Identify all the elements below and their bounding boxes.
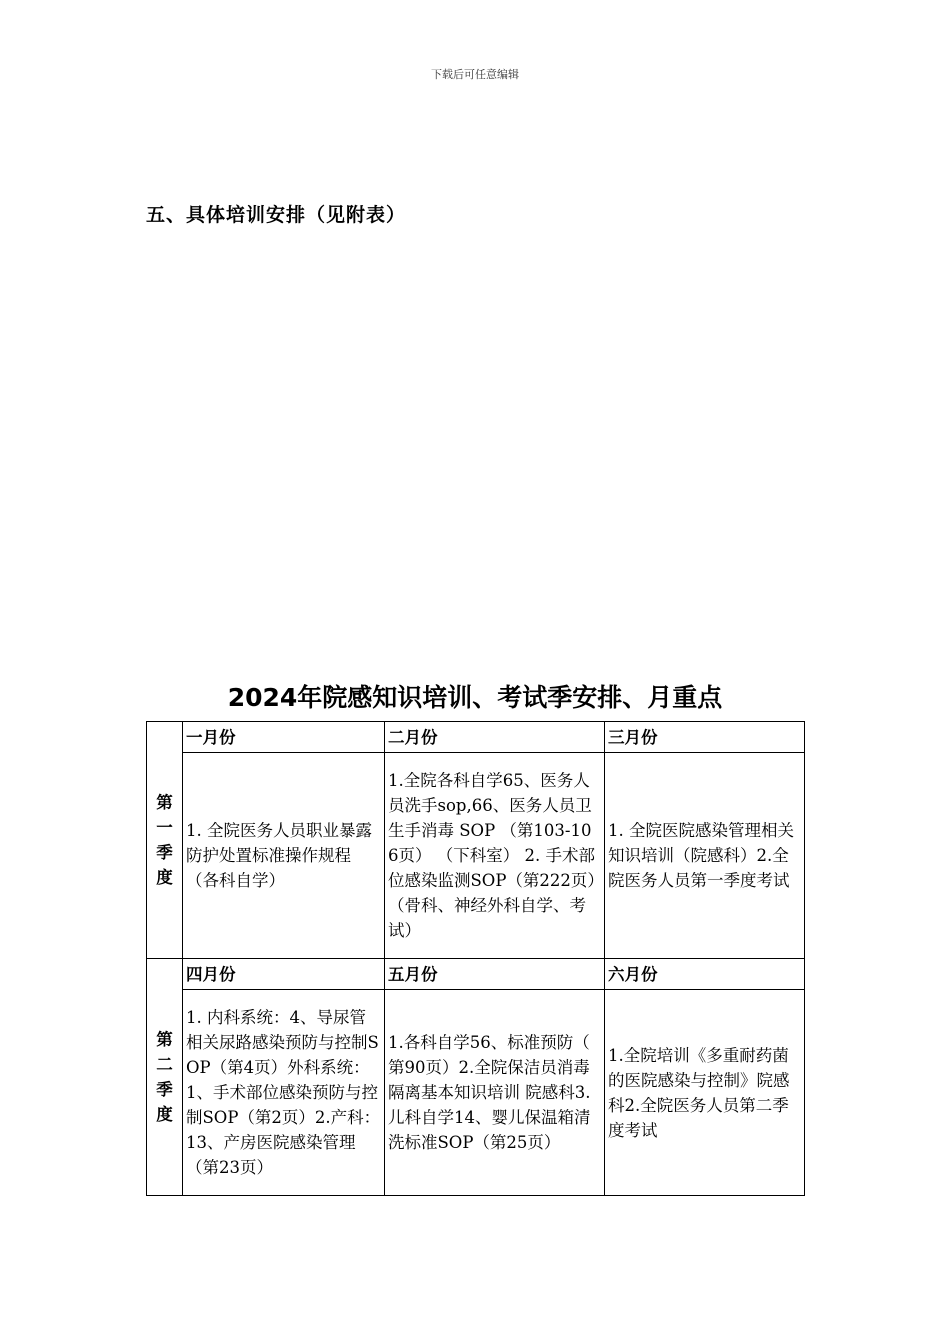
table-row — [147, 753, 805, 959]
training-schedule-table — [146, 721, 805, 1196]
month-header: 六月份 — [605, 959, 805, 990]
table-cell: 1. 全院医务人员职业暴露防护处置标准操作规程（各科自学） — [183, 753, 385, 959]
month-header: 二月份 — [385, 722, 605, 753]
table-cell: 1.全院培训《多重耐药菌的医院感染与控制》院感科2.全院医务人员第二季度考试 — [605, 990, 805, 1196]
month-header: 四月份 — [183, 959, 385, 990]
table-cell: 1.各科自学56、标准预防（ 第90页）2.全院保洁员消毒隔离基本知识培训 院感科3.儿科自学14、婴儿保温箱清洗标准SOP（第25页） — [385, 990, 605, 1196]
table-cell: 1. 全院医院感染管理相关知识培训（院感科）2.全院医务人员第一季度考试 — [605, 753, 805, 959]
month-header: 三月份 — [605, 722, 805, 753]
table-cell: 1.全院各科自学65、医务人员洗手sop,66、医务人员卫生手消毒 SOP （第103-106页） （下科室） 2. 手术部位感染监测SOP（第222页）（骨科、神经外科自学、考试） — [385, 753, 605, 959]
table-row — [147, 959, 805, 990]
quarter-label-q1: 第一季度 — [147, 722, 183, 959]
quarter-label-q2: 第二季度 — [147, 959, 183, 1196]
table-row — [147, 722, 805, 753]
month-header: 一月份 — [183, 722, 385, 753]
section-heading: 五、具体培训安排（见附表） — [146, 204, 407, 226]
table-cell: 1. 内科系统：4、导尿管相关尿路感染预防与控制SOP（第4页）外科系统：1、手术部位感染预防与控制SOP（第2页）2.产科：13、产房医院感染管理（第23页） — [183, 990, 385, 1196]
table-title: 2024年院感知识培训、考试季安排、月重点 — [227, 683, 723, 712]
header-note: 下载后可任意编辑 — [431, 68, 519, 81]
table-row — [147, 990, 805, 1196]
month-header: 五月份 — [385, 959, 605, 990]
